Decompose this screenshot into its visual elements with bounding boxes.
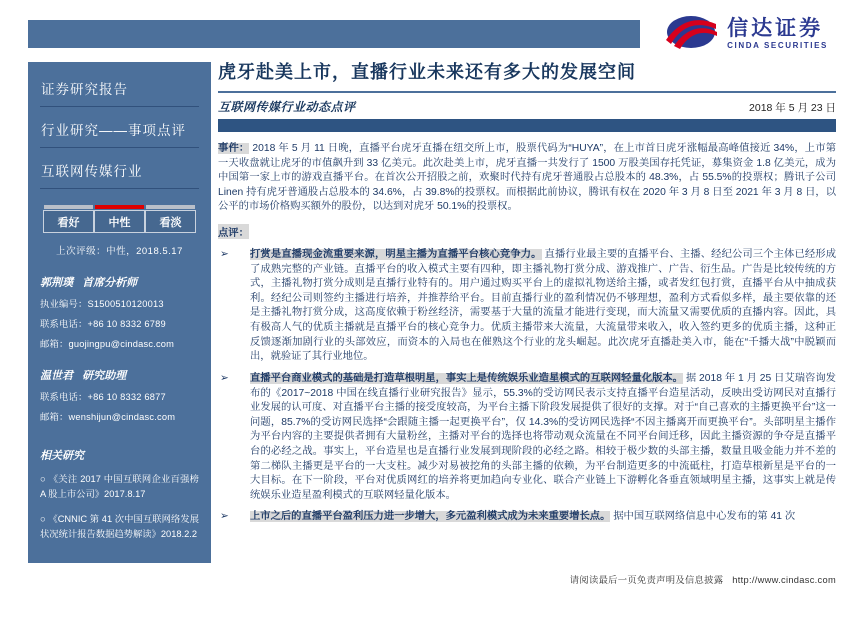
event-label: 事件： <box>218 143 250 154</box>
analyst-phone: 联系电话：+86 10 8332 6789 <box>40 319 166 329</box>
analyst-name: 郭荆璞 <box>40 277 73 289</box>
bullet-body: 据中国互联网络信息中心发布的第 41 次 <box>613 511 796 523</box>
analyst-license: 执业编号：S1500510120013 <box>40 299 164 309</box>
comment-label: 点评： <box>218 224 249 239</box>
analyst-name-title <box>40 274 199 290</box>
bullet-content <box>250 248 836 365</box>
bullet-lead: 上市之后的直播平台盈利压力进一步增大，多元盈利模式成为未来重要增长点。 <box>250 511 611 523</box>
bullet-content <box>250 372 836 503</box>
last-rating-note: 上次评级：中性，2018.5.17 <box>56 246 183 257</box>
rating-tab-negative <box>145 205 196 233</box>
rating-tab-neutral <box>94 205 145 233</box>
analyst-email[interactable]: 邮箱：guojingpu@cindasc.com <box>40 339 175 349</box>
subtitle-row <box>218 98 836 115</box>
arrow-bullet-icon: ➢ <box>220 248 229 261</box>
sidebar <box>28 62 211 635</box>
related-research <box>40 447 199 542</box>
rating-tabs <box>43 205 196 233</box>
company-zip: 邮编：100031 <box>40 624 99 635</box>
related-item-text: 《关注 2017 中国互联网企业百强榜 A 股上市公司》2017.8.17 <box>40 474 199 500</box>
analyst-name-title <box>40 367 199 383</box>
analyst-title: 首席分析师 <box>82 277 138 289</box>
rating-tab-label: 看好 <box>43 210 94 233</box>
sidebar-item-industry: 互联网传媒行业 <box>40 148 199 189</box>
bullet-content <box>250 510 836 525</box>
analyst-block-1 <box>40 274 199 350</box>
company-address: 北京市西城区闹市口大街9号院1号楼 <box>40 603 190 614</box>
brand-logo <box>664 12 828 57</box>
related-item-text: 《CNNIC 第 41 次中国互联网络发展状况统计报告数据趋势解读》2018.2.2 <box>40 513 199 539</box>
event-paragraph <box>218 142 836 215</box>
bullet-body: 据 2018 年 1 月 25 日艾瑞咨询发布的《2017~2018 中国在线直播行业研究报告》显示，55.3%的受访网民表示支持直播平台造星活动，反映出受访网民对直播行业发展的认可度、对直播平台主播的接受度较高，为平台主播下阶段发展提供了很好的支撑。对于“自己喜欢的主播更换平台”这一问题，85.7%的受访网民选择“会跟随主播一起更换平台”，仅 14.3%的受访网民选择“不因主播离开而更换平台”。头部明星主播作为平台内容的主要提供者拥有大量粉丝，主播对平台的选择也将带动观众流量在不同平台间迁移，因此主播资源的争夺是直播平台的必经之战。事实上，平台造星也是直播行业发展到现阶段的必经之路。相较于极少数的头部主播，数量且吸金能力并不差的第二梯队主播更是平台的一大支柱。减少对易被挖角的头部主播的依赖，为平台制造更多的中流砥柱，打造草根新星是平台的一大目标。在下一阶段，平台对优质网红的培养将更加趋向专业化、联合产业链上下游孵化各垂直领域明星主播，这事实上就是传统娱乐业造星盈利模式的互联网轻量化版本。 <box>250 372 836 501</box>
cinda-logo-icon <box>664 12 718 57</box>
analyst-email[interactable]: 邮箱：wenshijun@cindasc.com <box>40 412 176 422</box>
analyst-block-2 <box>40 367 199 423</box>
rating-tab-active-strip <box>95 205 144 209</box>
arrow-bullet-icon: ➢ <box>220 510 229 523</box>
rating-tab-label: 中性 <box>94 210 145 233</box>
company-name-en: CINDA SECURITIES CO.,LTD <box>40 587 166 598</box>
related-research-item <box>40 512 199 543</box>
bullet-body: 直播行业最主要的直播平台、主播、经纪公司三个主体已经形成了成熟完整的产业链。直播平台的收入模式主要有四种，即主播礼物打赏分成、游戏推广、广告、衍生品。广告是比较传统的方式，主播礼物打赏分成则是直播行业特有的。用户通过购买平台上的虚拟礼物送给主播，或者发红包打赏，直播平台从中抽成获利。经纪公司则签约主播进行培养，并推荐给平台。目前直播行业的盈利情况仍不够理想，盈利方式看似多样，最主要依靠的还是主播礼物打赏分成，这高度依赖于粉丝经济，需要基于大量的流量才能进行变现，而大流量又需要优质的直播内容。因此，具有极高人气的优质主播就是直播平台的核心竞争力。优质主播带来大流量，大流量带来收入，收入签约更多的优质主播，这种正反馈逐渐加剧行业的头部效应，而资本的入局也在催熟这个行业的龙头崛起。此次虎牙直播赴美入市，能在“千播大战”中脱颖而出，就验证了其行业地位。 <box>250 249 836 363</box>
sidebar-item-research-type: 行业研究——事项点评 <box>40 107 199 148</box>
report-body <box>218 58 836 525</box>
bullet-lead: 打赏是直播现金流重要来源，明星主播为直播平台核心竞争力。 <box>250 249 542 261</box>
circle-bullet-icon: ○ <box>40 474 46 484</box>
related-research-item <box>40 472 199 503</box>
related-research-title: 相关研究 <box>40 450 84 462</box>
rating-tab-strip <box>44 205 93 209</box>
rating-tab-strip <box>146 205 195 209</box>
top-accent-bar <box>28 20 640 48</box>
report-subtitle: 互联网传媒行业动态点评 <box>218 100 356 114</box>
analyst-name: 温世君 <box>40 370 73 382</box>
brand-name <box>727 18 828 50</box>
comment-bullet-2 <box>218 372 836 503</box>
title-divider <box>218 91 836 93</box>
footer-disclaimer: 请阅读最后一页免责声明及信息披露 <box>569 575 724 585</box>
brand-name-en: CINDA SECURITIES <box>727 41 828 51</box>
comment-bullet-1 <box>218 248 836 365</box>
brand-name-cn: 信达证券 <box>727 17 824 41</box>
footer-url-link[interactable]: http://www.cindasc.com <box>732 575 836 585</box>
arrow-bullet-icon: ➢ <box>220 371 229 384</box>
report-date: 2018 年 5 月 23 日 <box>749 102 836 114</box>
rating-tab-positive <box>43 205 94 233</box>
rating-tab-label: 看淡 <box>145 210 196 233</box>
event-text: 2018 年 5 月 11 日晚，直播平台虎牙直播在纽交所上市，股票代码为“HUYA”，在上市首日虎牙涨幅最高峰值接近 34%，上市第一天收盘就让虎牙的市值飙升到 33 亿美元。此次赴美上市，虎牙直播一共发行了 1500 万股美国存托凭证，募集资金 1.8 亿美元，成为中国第一家上市的游戏直播平台。在首次公开招股之前，欢聚时代持有虎牙普通股占总股本的 48.3%，占 55.5%的投票权；腾讯子公司 Linen 持有虎牙普通股占总股本的 34.6%，占 39.8%的投票权。而根据此前协议，腾讯有权在 2020 年 3 月 8 日至 2021 年 3 月 8 日，以公平的市场价格购买额外的股份，以达到对虎牙 50.1%的投票权。 <box>218 143 837 213</box>
analyst-phone: 联系电话：+86 10 8332 6877 <box>40 392 166 402</box>
page-footer <box>570 572 836 586</box>
analyst-title: 研究助理 <box>82 370 127 382</box>
circle-bullet-icon: ○ <box>40 513 46 524</box>
comment-bullet-3 <box>218 510 836 525</box>
company-name-cn: 信达证券股份有限公司 <box>40 571 133 582</box>
company-info <box>40 568 199 637</box>
bullet-lead: 直播平台商业模式的基础是打造草根明星，事实上是传统娱乐业造星模式的互联网轻量化版本。 <box>250 372 683 384</box>
page-title: 虎牙赴美上市，直播行业未来还有多大的发展空间 <box>218 62 636 82</box>
header-navy-bar <box>218 119 836 132</box>
sidebar-item-report-type: 证券研究报告 <box>40 66 199 107</box>
